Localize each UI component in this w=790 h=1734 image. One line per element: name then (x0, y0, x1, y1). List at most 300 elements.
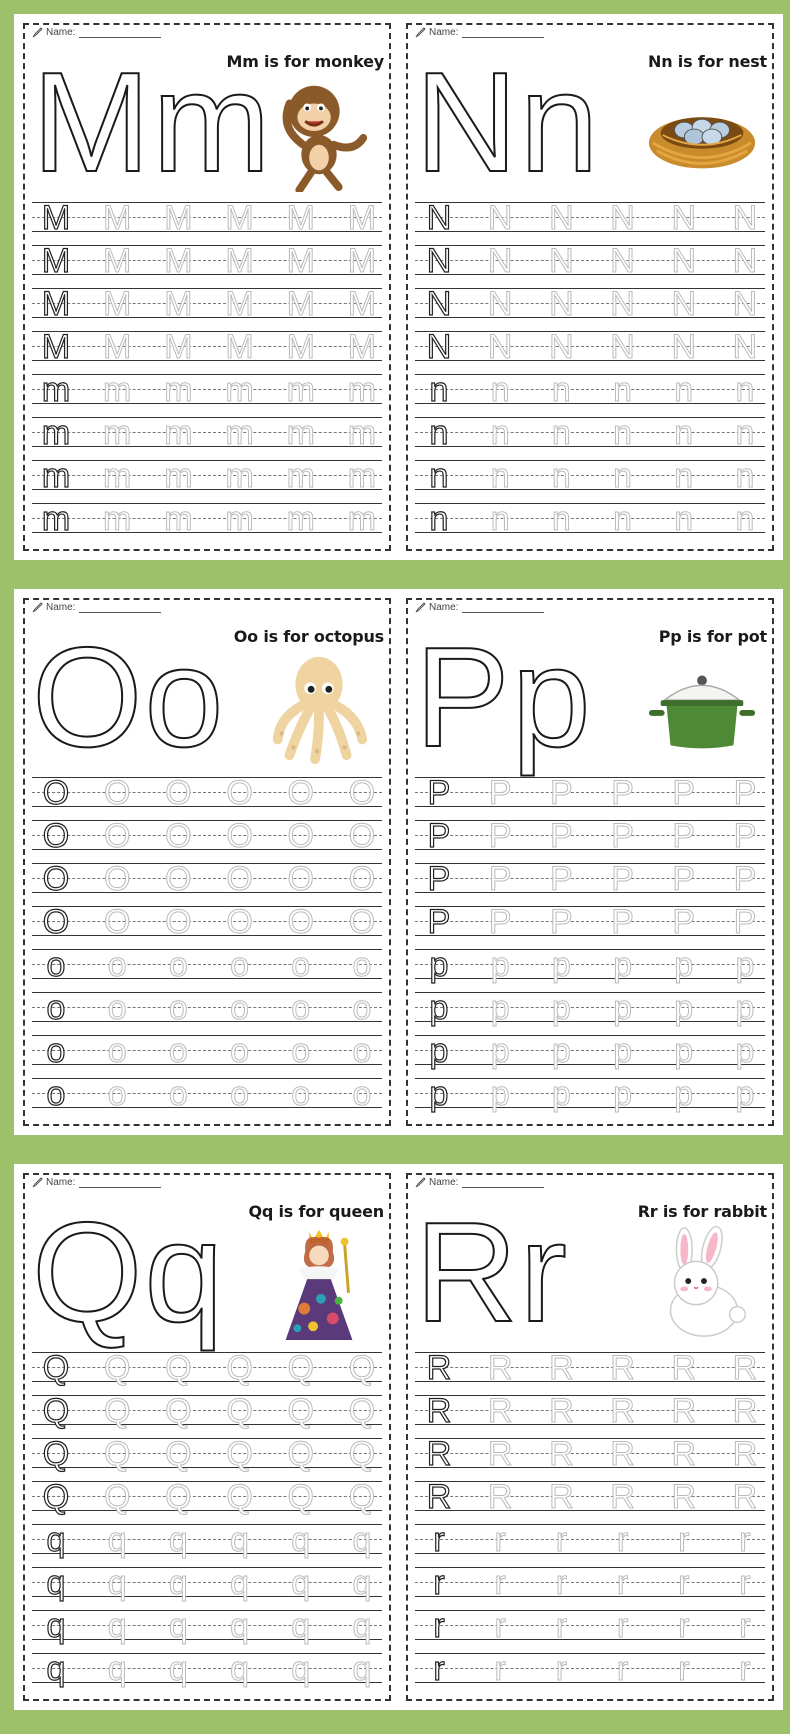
name-field[interactable] (79, 1177, 161, 1188)
trace-letter: R (732, 1349, 758, 1387)
name-row (415, 601, 544, 613)
trace-letter: n (490, 371, 510, 409)
model-letter: R (426, 1478, 452, 1516)
trace-letter: M (286, 285, 315, 323)
trace-letter: m (225, 457, 254, 495)
name-label: Name: (46, 27, 76, 38)
trace-row (415, 1075, 765, 1121)
trace-row (415, 199, 765, 245)
letter-row (419, 989, 765, 1027)
letter-row (36, 860, 382, 898)
trace-letter: o (230, 1075, 250, 1113)
trace-row (415, 1521, 765, 1567)
trace-row (32, 328, 382, 374)
pencil-icon (415, 26, 427, 38)
trace-letter: P (672, 903, 696, 941)
trace-letter: O (103, 817, 131, 855)
trace-letter: N (549, 242, 574, 280)
trace-row (415, 817, 765, 863)
model-letter: p (429, 1075, 449, 1113)
trace-letter: p (490, 1075, 510, 1113)
model-letter: p (429, 989, 449, 1027)
trace-letter: r (555, 1564, 568, 1602)
trace-letter: p (490, 1032, 510, 1070)
trace-letter: n (735, 371, 755, 409)
trace-letter: O (226, 774, 253, 812)
trace-letter: M (164, 199, 193, 237)
letter-row (36, 1650, 382, 1688)
trace-letter: M (164, 242, 193, 280)
trace-letter: m (164, 414, 193, 452)
name-row (32, 601, 161, 613)
name-field[interactable] (462, 27, 544, 38)
model-letter: M (41, 328, 71, 366)
trace-letter: r (555, 1607, 568, 1645)
trace-row (32, 242, 382, 288)
name-field[interactable] (79, 27, 161, 38)
trace-letter: O (287, 774, 314, 812)
trace-letter: q (107, 1650, 127, 1688)
letter-row (36, 1349, 382, 1387)
trace-letter: r (678, 1650, 690, 1688)
model-letter: r (433, 1564, 445, 1602)
pencil-icon (415, 601, 427, 613)
letter-row (36, 371, 382, 409)
letter-row (36, 242, 382, 280)
letter-row (419, 946, 765, 984)
big-upper-letter: M (32, 43, 153, 202)
trace-letter: o (291, 946, 311, 984)
sheet-caption: Rr is for rabbit (637, 1202, 767, 1221)
trace-letter: m (347, 500, 377, 538)
trace-letter: Q (165, 1435, 192, 1473)
trace-letter: m (225, 371, 254, 409)
model-letter: o (46, 1075, 66, 1113)
model-letter: N (426, 199, 452, 237)
big-lower-letter: n (519, 43, 601, 202)
trace-row (415, 946, 765, 992)
trace-letter: R (671, 1435, 697, 1473)
trace-letter: o (168, 1075, 188, 1113)
trace-letter: q (352, 1521, 372, 1559)
name-label: Name: (429, 27, 459, 38)
trace-letter: R (549, 1349, 574, 1387)
trace-letter: r (555, 1521, 568, 1559)
trace-letter: O (348, 774, 376, 812)
trace-letter: Q (103, 1392, 131, 1430)
model-letter: p (429, 1032, 449, 1070)
trace-row (32, 1392, 382, 1438)
tracing-lines (32, 1349, 382, 1696)
tracing-lines (415, 774, 765, 1121)
trace-letter: q (230, 1564, 250, 1602)
trace-letter: m (286, 457, 315, 495)
trace-letter: q (291, 1650, 311, 1688)
trace-letter: n (735, 457, 755, 495)
tracing-lines (32, 199, 382, 546)
trace-letter: M (164, 328, 193, 366)
letter-row (36, 457, 382, 495)
trace-letter: M (286, 242, 315, 280)
trace-letter: N (732, 285, 758, 323)
trace-letter: p (613, 989, 633, 1027)
trace-letter: O (165, 817, 192, 855)
trace-letter: p (735, 1075, 755, 1113)
trace-row (415, 1478, 765, 1524)
trace-letter: p (551, 1032, 571, 1070)
letter-row (419, 414, 765, 452)
trace-letter: Q (348, 1392, 376, 1430)
big-lower-letter: m (152, 43, 273, 202)
trace-letter: M (286, 199, 315, 237)
big-upper-letter: N (415, 43, 520, 202)
big-letters (32, 43, 273, 202)
trace-letter: O (103, 860, 131, 898)
model-letter: M (41, 242, 71, 280)
letter-row (419, 1650, 765, 1688)
trace-letter: P (550, 903, 573, 941)
trace-letter: N (610, 199, 635, 237)
trace-row (32, 371, 382, 417)
nest-icon (643, 74, 761, 192)
trace-letter: n (735, 414, 755, 452)
trace-letter: o (352, 989, 372, 1027)
model-letter: o (46, 946, 66, 984)
sheet-caption: Nn is for nest (648, 52, 767, 71)
trace-letter: m (103, 500, 132, 538)
big-upper-letter: P (415, 618, 512, 777)
trace-letter: P (672, 817, 696, 855)
trace-letter: q (107, 1564, 127, 1602)
trace-letter: N (671, 199, 697, 237)
letter-row (419, 1392, 765, 1430)
name-label: Name: (429, 1177, 459, 1188)
letter-row (36, 817, 382, 855)
name-field[interactable] (462, 1177, 544, 1188)
trace-letter: P (611, 817, 634, 855)
trace-letter: p (551, 1075, 571, 1113)
trace-letter: N (671, 285, 697, 323)
trace-letter: M (103, 328, 132, 366)
letter-row (419, 328, 765, 366)
octopus-icon (260, 649, 378, 767)
trace-letter: o (107, 1075, 127, 1113)
trace-letter: R (732, 1392, 758, 1430)
model-letter: p (429, 946, 449, 984)
trace-letter: o (168, 1032, 188, 1070)
trace-letter: N (610, 328, 635, 366)
trace-letter: o (107, 946, 127, 984)
letter-row (419, 1075, 765, 1113)
trace-letter: N (732, 242, 758, 280)
trace-row (32, 1521, 382, 1567)
trace-letter: Q (348, 1349, 376, 1387)
big-letters (415, 43, 601, 202)
letter-row (36, 1032, 382, 1070)
trace-letter: o (230, 946, 250, 984)
trace-letter: n (551, 371, 571, 409)
model-letter: q (46, 1607, 66, 1645)
trace-letter: M (103, 242, 132, 280)
trace-letter: M (225, 328, 254, 366)
name-label: Name: (46, 1177, 76, 1188)
trace-letter: r (494, 1650, 506, 1688)
trace-letter: Q (348, 1435, 376, 1473)
letter-row (419, 860, 765, 898)
letter-row (419, 774, 765, 812)
letter-row (36, 903, 382, 941)
trace-letter: p (674, 989, 694, 1027)
trace-letter: q (230, 1521, 250, 1559)
trace-letter: q (107, 1521, 127, 1559)
letter-row (36, 946, 382, 984)
trace-letter: r (494, 1607, 506, 1645)
trace-letter: q (352, 1650, 372, 1688)
trace-row (415, 414, 765, 460)
trace-row (32, 1478, 382, 1524)
trace-letter: M (103, 199, 132, 237)
model-letter: M (41, 199, 71, 237)
trace-letter: P (611, 860, 634, 898)
trace-letter: r (739, 1521, 751, 1559)
trace-letter: R (610, 1435, 635, 1473)
letter-row (419, 1478, 765, 1516)
trace-letter: P (672, 774, 696, 812)
worksheet-m (14, 14, 400, 560)
letter-row (36, 500, 382, 538)
trace-letter: Q (287, 1392, 314, 1430)
model-letter: O (42, 860, 70, 898)
trace-letter: r (678, 1521, 690, 1559)
trace-letter: m (225, 414, 254, 452)
trace-letter: q (168, 1650, 188, 1688)
trace-letter: m (347, 371, 377, 409)
trace-letter: N (671, 328, 697, 366)
trace-letter: q (230, 1607, 250, 1645)
trace-letter: m (347, 414, 377, 452)
trace-letter: Q (226, 1435, 253, 1473)
trace-row (32, 989, 382, 1035)
model-letter: P (427, 774, 451, 812)
trace-letter: p (674, 1032, 694, 1070)
letter-row (419, 1564, 765, 1602)
trace-letter: O (348, 903, 376, 941)
trace-letter: r (616, 1650, 629, 1688)
trace-letter: p (551, 946, 571, 984)
trace-letter: R (610, 1392, 635, 1430)
trace-letter: p (735, 1032, 755, 1070)
trace-row (32, 774, 382, 820)
trace-letter: r (616, 1521, 629, 1559)
trace-letter: M (347, 285, 377, 323)
trace-letter: r (616, 1607, 629, 1645)
trace-row (32, 1650, 382, 1696)
letter-row (36, 989, 382, 1027)
model-letter: P (427, 903, 451, 941)
trace-letter: P (733, 860, 757, 898)
trace-letter: n (490, 500, 510, 538)
worksheet-p (397, 589, 783, 1135)
trace-letter: o (291, 1032, 311, 1070)
letter-row (36, 1478, 382, 1516)
tracing-lines (415, 199, 765, 546)
model-letter: q (46, 1650, 66, 1688)
model-letter: o (46, 989, 66, 1027)
trace-letter: Q (165, 1392, 192, 1430)
model-letter: r (433, 1650, 445, 1688)
trace-letter: o (107, 989, 127, 1027)
big-letters (32, 1193, 226, 1352)
trace-letter: p (613, 1075, 633, 1113)
big-lower-letter: r (519, 1193, 569, 1352)
letter-row (36, 1392, 382, 1430)
worksheet-q (14, 1164, 400, 1710)
trace-letter: Q (348, 1478, 376, 1516)
trace-letter: n (613, 371, 633, 409)
model-letter: Q (42, 1435, 70, 1473)
letter-row (419, 903, 765, 941)
trace-row (415, 903, 765, 949)
trace-row (32, 1435, 382, 1481)
model-letter: n (429, 457, 449, 495)
trace-letter: N (610, 242, 635, 280)
trace-letter: r (739, 1650, 751, 1688)
trace-letter: p (735, 989, 755, 1027)
name-label: Name: (429, 602, 459, 613)
name-row (415, 1176, 544, 1188)
name-row (32, 26, 161, 38)
model-letter: Q (42, 1349, 70, 1387)
trace-letter: p (490, 989, 510, 1027)
trace-letter: m (103, 414, 132, 452)
trace-row (415, 1607, 765, 1653)
trace-letter: P (550, 817, 573, 855)
trace-letter: Q (226, 1478, 253, 1516)
letter-row (419, 199, 765, 237)
trace-letter: N (549, 199, 574, 237)
trace-letter: o (168, 989, 188, 1027)
model-letter: m (41, 414, 71, 452)
model-letter: m (41, 500, 71, 538)
trace-row (415, 285, 765, 331)
name-field[interactable] (462, 602, 544, 613)
trace-letter: o (230, 989, 250, 1027)
trace-letter: n (551, 457, 571, 495)
letter-row (419, 285, 765, 323)
trace-row (32, 946, 382, 992)
trace-letter: r (555, 1650, 568, 1688)
trace-letter: R (549, 1392, 574, 1430)
model-letter: n (429, 500, 449, 538)
letter-row (36, 285, 382, 323)
monkey-icon (260, 74, 378, 192)
letter-row (419, 242, 765, 280)
pencil-icon (415, 1176, 427, 1188)
model-letter: N (426, 242, 452, 280)
trace-row (32, 414, 382, 460)
trace-letter: r (678, 1564, 690, 1602)
trace-letter: M (225, 285, 254, 323)
trace-letter: n (735, 500, 755, 538)
pencil-icon (32, 1176, 44, 1188)
trace-letter: m (347, 457, 377, 495)
trace-letter: p (735, 946, 755, 984)
trace-letter: N (487, 328, 513, 366)
letter-row (419, 1435, 765, 1473)
trace-letter: O (287, 903, 314, 941)
trace-letter: R (732, 1435, 758, 1473)
trace-letter: P (488, 903, 512, 941)
model-letter: P (427, 860, 451, 898)
trace-letter: Q (226, 1392, 253, 1430)
trace-row (32, 1075, 382, 1121)
worksheet-o (14, 589, 400, 1135)
model-letter: O (42, 774, 70, 812)
trace-letter: N (487, 285, 513, 323)
model-letter: n (429, 371, 449, 409)
big-lower-letter: q (144, 1193, 226, 1352)
trace-letter: o (107, 1032, 127, 1070)
sheet-caption: Oo is for octopus (233, 627, 384, 646)
letter-row (36, 1521, 382, 1559)
sheet-caption: Pp is for pot (658, 627, 767, 646)
big-letters (415, 618, 593, 777)
trace-letter: p (490, 946, 510, 984)
trace-letter: M (347, 328, 377, 366)
trace-letter: P (550, 860, 573, 898)
trace-letter: n (674, 500, 694, 538)
name-field[interactable] (79, 602, 161, 613)
trace-letter: M (286, 328, 315, 366)
trace-letter: o (352, 1032, 372, 1070)
trace-letter: Q (103, 1349, 131, 1387)
trace-letter: Q (226, 1349, 253, 1387)
big-lower-letter: o (144, 618, 226, 777)
trace-letter: Q (165, 1478, 192, 1516)
trace-letter: O (165, 860, 192, 898)
big-upper-letter: O (32, 618, 145, 777)
letter-row (419, 817, 765, 855)
trace-letter: P (733, 774, 757, 812)
trace-letter: r (739, 1607, 751, 1645)
trace-letter: P (611, 903, 634, 941)
trace-letter: o (352, 946, 372, 984)
big-letters (32, 618, 226, 777)
trace-letter: R (549, 1478, 574, 1516)
trace-letter: R (671, 1392, 697, 1430)
trace-letter: m (103, 457, 132, 495)
sheet-caption: Qq is for queen (248, 1202, 384, 1221)
trace-letter: m (286, 500, 315, 538)
trace-letter: m (103, 371, 132, 409)
trace-letter: P (672, 860, 696, 898)
trace-letter: n (490, 457, 510, 495)
model-letter: q (46, 1521, 66, 1559)
trace-letter: R (487, 1392, 513, 1430)
trace-letter: R (610, 1478, 635, 1516)
trace-row (415, 1392, 765, 1438)
trace-letter: N (671, 242, 697, 280)
trace-letter: P (733, 903, 757, 941)
model-letter: Q (42, 1392, 70, 1430)
letter-row (419, 1032, 765, 1070)
trace-letter: q (291, 1564, 311, 1602)
model-letter: R (426, 1349, 452, 1387)
trace-letter: q (291, 1521, 311, 1559)
trace-letter: N (610, 285, 635, 323)
trace-letter: O (348, 860, 376, 898)
letter-row (419, 1349, 765, 1387)
